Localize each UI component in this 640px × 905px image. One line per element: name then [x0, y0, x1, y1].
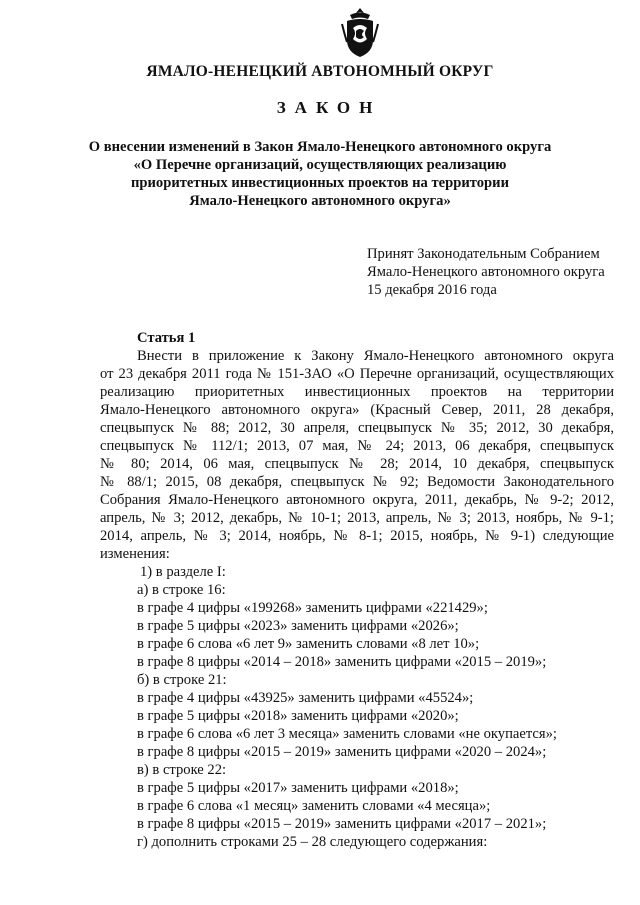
paragraph-line: Внести в приложение к Закону Ямало-Ненецкого автономного округа [137, 348, 614, 364]
list-item: а) в строке 16: [137, 582, 226, 598]
list-item: в графе 6 слова «6 лет 3 месяца» заменить словами «не окупается»; [137, 726, 557, 742]
list-item: в графе 5 цифры «2018» заменить цифрами «2020»; [137, 708, 459, 724]
list-item: 1) в разделе I: [140, 564, 226, 580]
list-item: в графе 8 цифры «2014 – 2018» заменить цифрами «2015 – 2019»; [137, 654, 547, 670]
paragraph-line: № 88/1; 2015, 08 декабря, спецвыпуск № 92; Ведомости Законодательного [100, 474, 614, 490]
paragraph-line: Собрания Ямало-Ненецкого автономного округа, 2011, декабрь, № 9-2; 2012, [100, 492, 614, 508]
article-heading: Статья 1 [137, 330, 196, 346]
adoption-line: Ямало-Ненецкого автономного округа [367, 264, 605, 280]
list-item: в) в строке 22: [137, 762, 227, 778]
paragraph-line: апрель, № 3; 2012, декабрь, № 10-1; 2013, апрель, № 3; 2013, ноябрь, № 9-1; [100, 510, 614, 526]
list-item: в графе 8 цифры «2015 – 2019» заменить цифрами «2020 – 2024»; [137, 744, 547, 760]
paragraph-line: Ямало-Ненецкого автономного округа» (Красный Север, 2011, 28 декабря, [100, 402, 614, 418]
list-item: в графе 4 цифры «43925» заменить цифрами «45524»; [137, 690, 474, 706]
paragraph-line: спецвыпуск № 112/1; 2013, 07 мая, № 24; 2013, 06 декабря, спецвыпуск [100, 438, 614, 454]
law-title-line: приоритетных инвестиционных проектов на территории [131, 175, 509, 191]
law-title-line: «О Перечне организаций, осуществляющих реализацию [133, 157, 507, 173]
adoption-line: Принят Законодательным Собранием [367, 246, 600, 262]
paragraph-line: № 80; 2014, 06 мая, спецвыпуск № 28; 2014, 10 декабря, спецвыпуск [100, 456, 614, 472]
paragraph-line: реализацию приоритетных инвестиционных проектов на территории [100, 384, 614, 400]
list-item: в графе 4 цифры «199268» заменить цифрами «221429»; [137, 600, 488, 616]
document-type: ЗАКОН [276, 98, 382, 117]
list-item: б) в строке 21: [137, 672, 227, 688]
region-name: ЯМАЛО-НЕНЕЦКИЙ АВТОНОМНЫЙ ОКРУГ [146, 63, 494, 80]
list-item: в графе 5 цифры «2023» заменить цифрами «2026»; [137, 618, 459, 634]
adoption-date: 15 декабря 2016 года [367, 282, 497, 298]
law-title-line: Ямало-Ненецкого автономного округа» [189, 193, 451, 209]
list-item: в графе 6 слова «1 месяц» заменить словами «4 месяца»; [137, 798, 491, 814]
list-item: в графе 5 цифры «2017» заменить цифрами «2018»; [137, 780, 459, 796]
law-title-line: О внесении изменений в Закон Ямало-Ненецкого автономного округа [88, 139, 552, 155]
list-item: г) дополнить строками 25 – 28 следующего содержания: [137, 834, 488, 850]
paragraph-line: изменения: [100, 546, 170, 562]
coat-of-arms-icon [338, 6, 382, 60]
paragraph-line: спецвыпуск № 88; 2012, 30 апреля, спецвыпуск № 35; 2012, 30 декабря, [100, 420, 614, 436]
list-item: в графе 8 цифры «2015 – 2019» заменить цифрами «2017 – 2021»; [137, 816, 547, 832]
paragraph-line: от 23 декабря 2011 года № 151-ЗАО «О Перечне организаций, осуществляющих [100, 366, 614, 382]
list-item: в графе 6 слова «6 лет 9» заменить словами «8 лет 10»; [137, 636, 480, 652]
paragraph-line: 2014, апрель, № 3; 2014, ноябрь, № 8-1; 2015, ноябрь, № 9-1) следующие [100, 528, 614, 544]
